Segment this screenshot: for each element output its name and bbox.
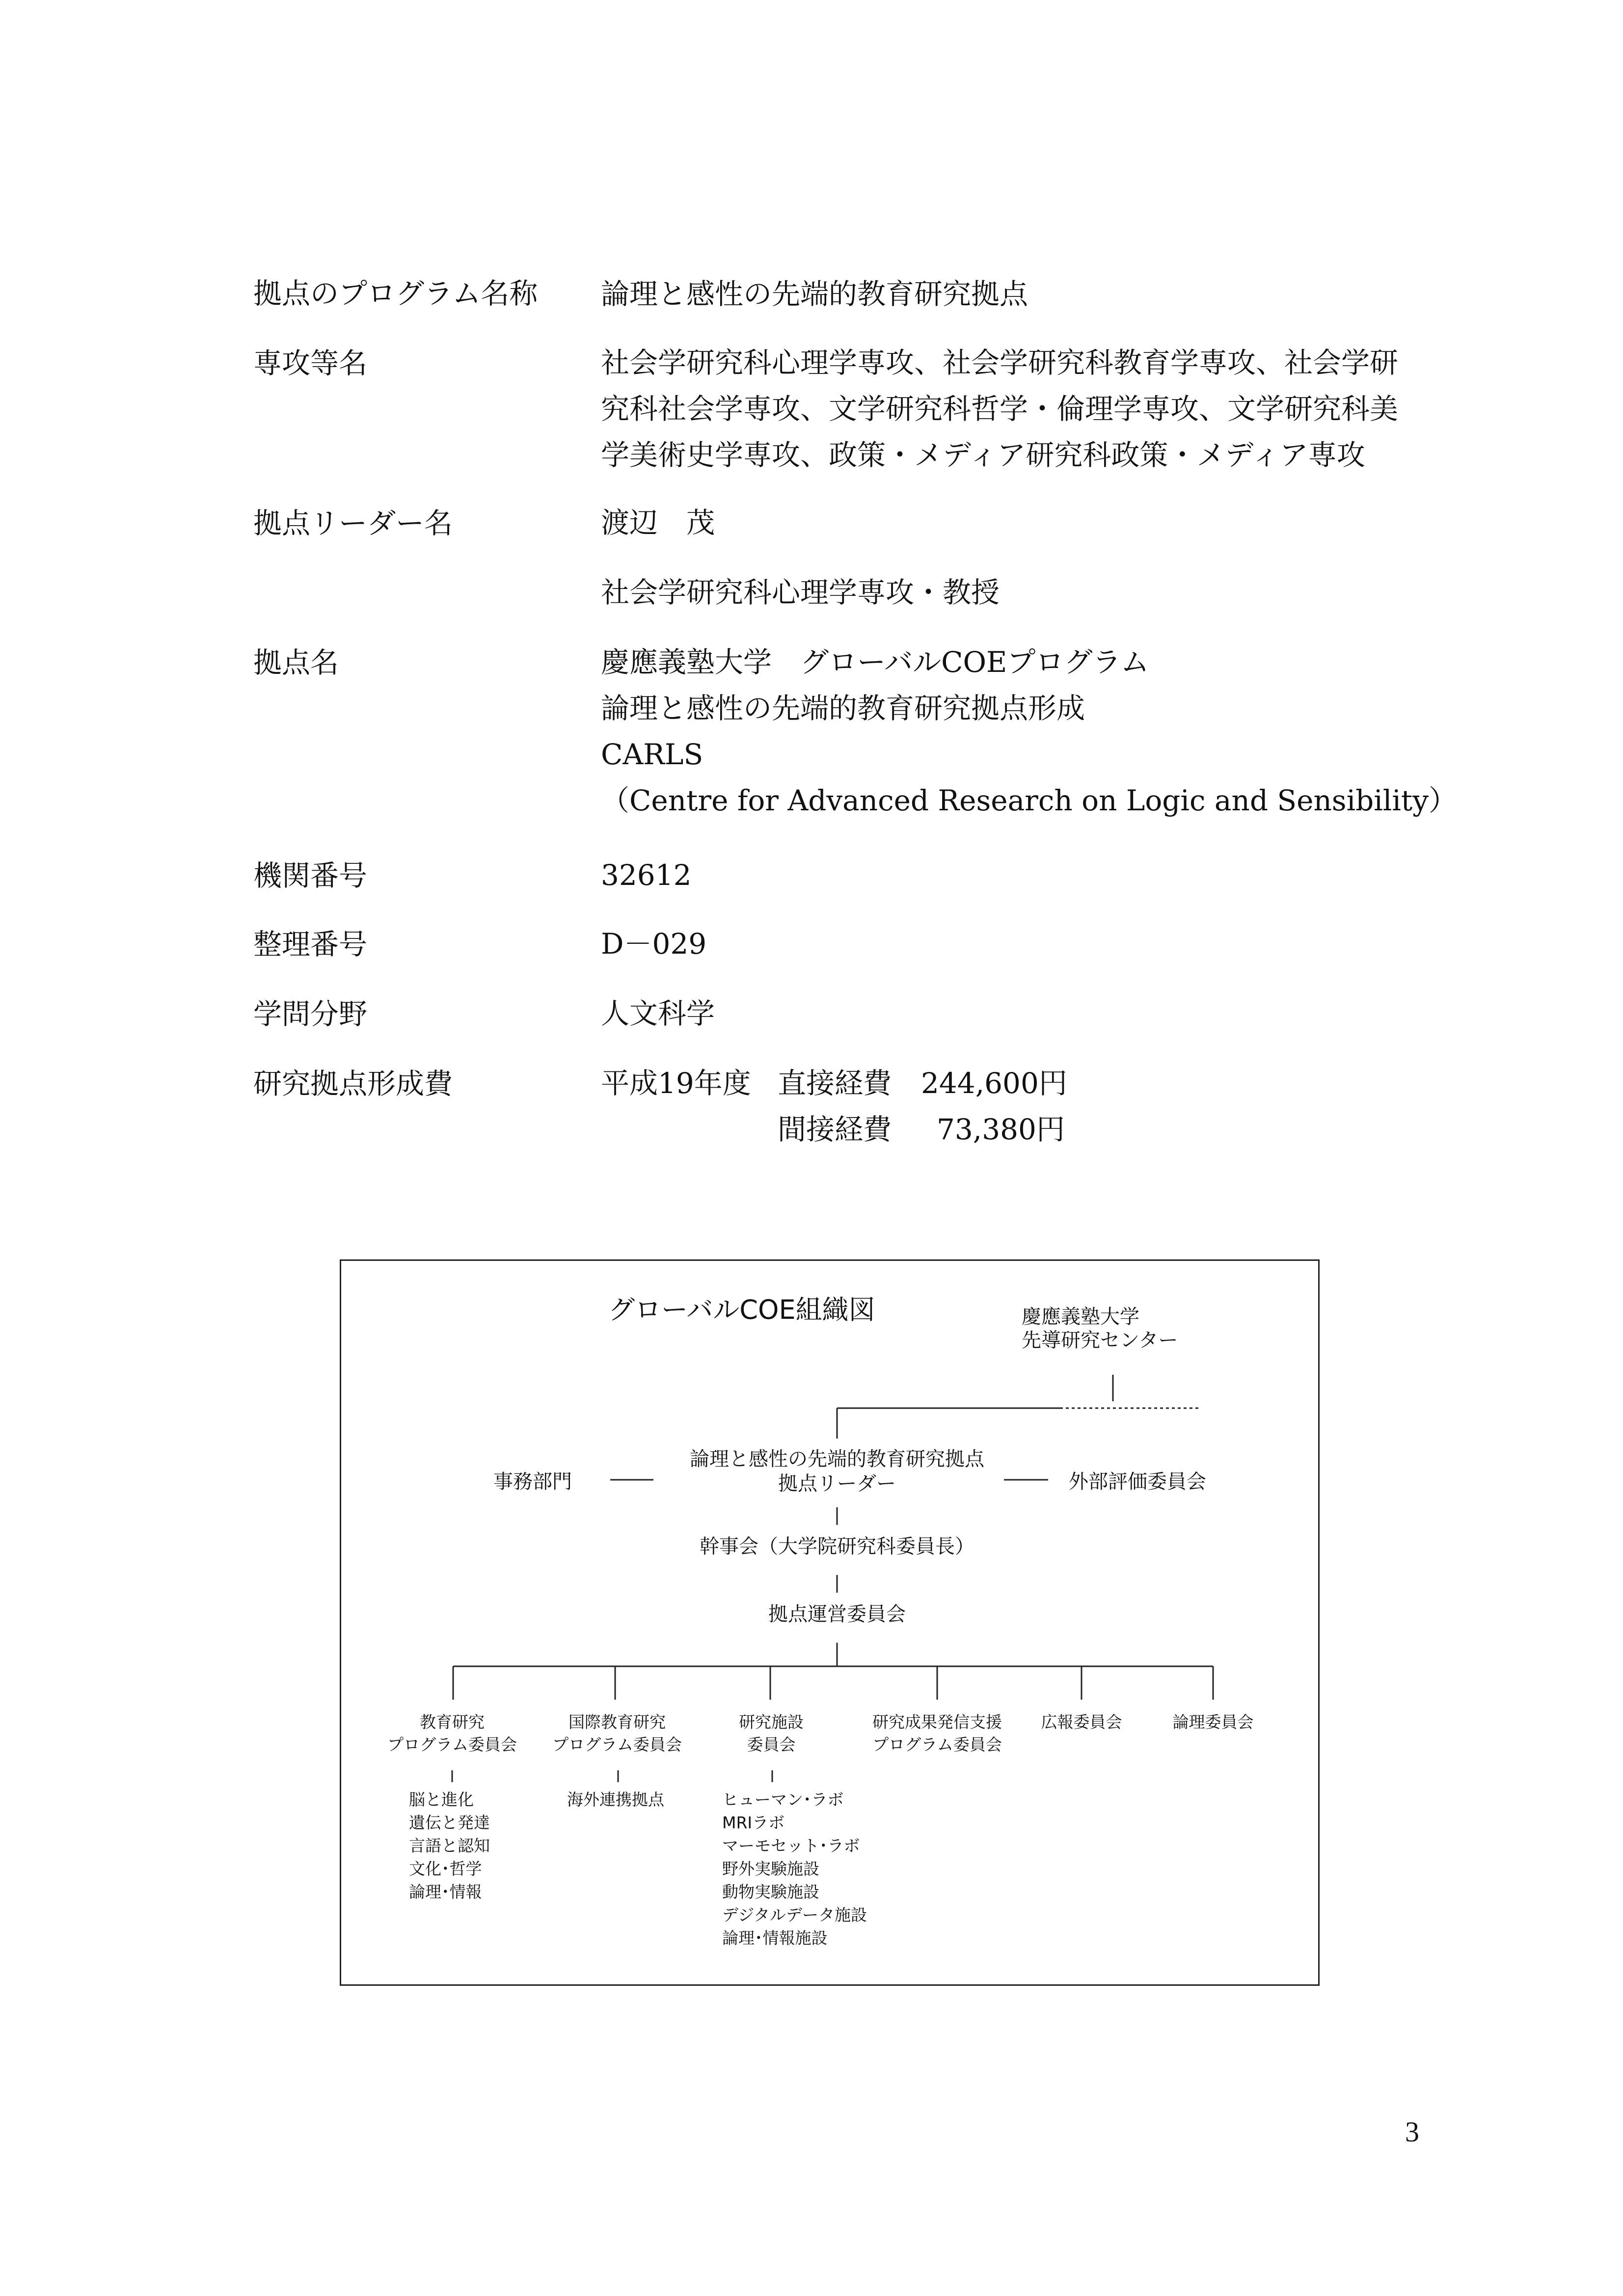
- center-line: 論理と感性の先端的教育研究拠点形成: [601, 692, 1085, 725]
- center-value: [601, 639, 1457, 824]
- intl-item-list: [567, 1788, 664, 1811]
- center-line: （Centre for Advanced Research on Logic and Sensibility）: [601, 784, 1457, 817]
- committee-pr: 広報委員会: [1041, 1712, 1122, 1732]
- institution-value: 32612: [601, 858, 692, 892]
- list-item: MRIラボ: [722, 1813, 785, 1832]
- committee-output-line2: プログラム委員会: [872, 1735, 1002, 1754]
- center-line: CARLS: [601, 738, 703, 771]
- major-line: 究科社会学専攻、文学研究科哲学・倫理学専攻、文学研究科美: [601, 392, 1399, 426]
- ref-value: D－029: [601, 927, 707, 961]
- parent-org-line1: 慶應義塾大学: [1022, 1306, 1139, 1328]
- list-item: 論理･情報: [409, 1882, 482, 1901]
- org-chart-title: グローバルCOE組織図: [608, 1294, 875, 1325]
- center-label: 拠点名: [253, 646, 339, 679]
- program-name-value: 論理と感性の先端的教育研究拠点: [601, 277, 1028, 311]
- parent-org-line2: 先導研究センター: [1022, 1329, 1178, 1352]
- major-value: [601, 340, 1398, 478]
- list-item: 言語と認知: [409, 1836, 490, 1855]
- indirect-cost-label: 間接経費: [778, 1113, 892, 1146]
- edu-item-list: [409, 1788, 490, 1903]
- direct-cost-label: 直接経費: [778, 1067, 892, 1100]
- center-name-line1: 論理と感性の先端的教育研究拠点: [690, 1448, 984, 1470]
- committee-intl-line2: プログラム委員会: [552, 1735, 682, 1754]
- page-number: 3: [1405, 2116, 1419, 2148]
- ref-label: 整理番号: [253, 928, 368, 961]
- list-item: ヒューマン･ラボ: [722, 1790, 844, 1809]
- committee-edu-line1: 教育研究: [420, 1712, 485, 1732]
- list-item: 脳と進化: [409, 1790, 474, 1809]
- list-item: 文化･哲学: [409, 1859, 482, 1878]
- major-label: 専攻等名: [253, 347, 368, 380]
- list-item: マーモセット･ラボ: [722, 1836, 860, 1855]
- field-label: 学問分野: [253, 997, 368, 1031]
- list-item: 遺伝と発達: [409, 1813, 490, 1832]
- board-of-directors: 幹事会（大学院研究科委員長）: [700, 1535, 974, 1558]
- major-line: 学美術史学専攻、政策・メディア研究科政策・メディア専攻: [601, 438, 1365, 472]
- committee-output-line1: 研究成果発信支援: [872, 1712, 1002, 1732]
- org-chart: [340, 1259, 1320, 1986]
- committee-intl-line1: 国際教育研究: [568, 1712, 666, 1732]
- field-value: 人文科学: [601, 997, 715, 1030]
- leader-position: 社会学研究科心理学専攻・教授: [601, 576, 1000, 609]
- direct-cost-value: 244,600円: [921, 1067, 1067, 1100]
- external-evaluation-committee: 外部評価委員会: [1069, 1470, 1206, 1493]
- list-item: 論理･情報施設: [722, 1928, 828, 1948]
- committee-facility-line2: 委員会: [747, 1735, 796, 1754]
- committee-facility-line1: 研究施設: [739, 1712, 804, 1732]
- committee-ethics: 論理委員会: [1172, 1712, 1254, 1732]
- list-item: 野外実験施設: [722, 1859, 819, 1878]
- cost-year: 平成19年度: [601, 1067, 751, 1100]
- center-leader-line2: 拠点リーダー: [778, 1472, 896, 1495]
- institution-label: 機関番号: [253, 859, 368, 892]
- major-line: 社会学研究科心理学専攻、社会学研究科教育学専攻、社会学研: [601, 346, 1399, 379]
- leader-name: 渡辺 茂: [601, 506, 715, 539]
- list-item: 海外連携拠点: [567, 1790, 664, 1809]
- program-name-label: 拠点のプログラム名称: [253, 277, 538, 310]
- indirect-cost-value: 73,380円: [937, 1113, 1065, 1146]
- committee-edu-line2: プログラム委員会: [387, 1735, 517, 1754]
- facility-item-list: [722, 1788, 867, 1949]
- list-item: デジタルデータ施設: [722, 1905, 867, 1924]
- center-line: 慶應義塾大学 グローバルCOEプログラム: [601, 645, 1149, 679]
- cost-label: 研究拠点形成費: [253, 1067, 453, 1100]
- steering-committee: 拠点運営委員会: [768, 1603, 906, 1626]
- leader-label: 拠点リーダー名: [253, 507, 453, 540]
- office-department: 事務部門: [493, 1470, 572, 1493]
- list-item: 動物実験施設: [722, 1882, 819, 1901]
